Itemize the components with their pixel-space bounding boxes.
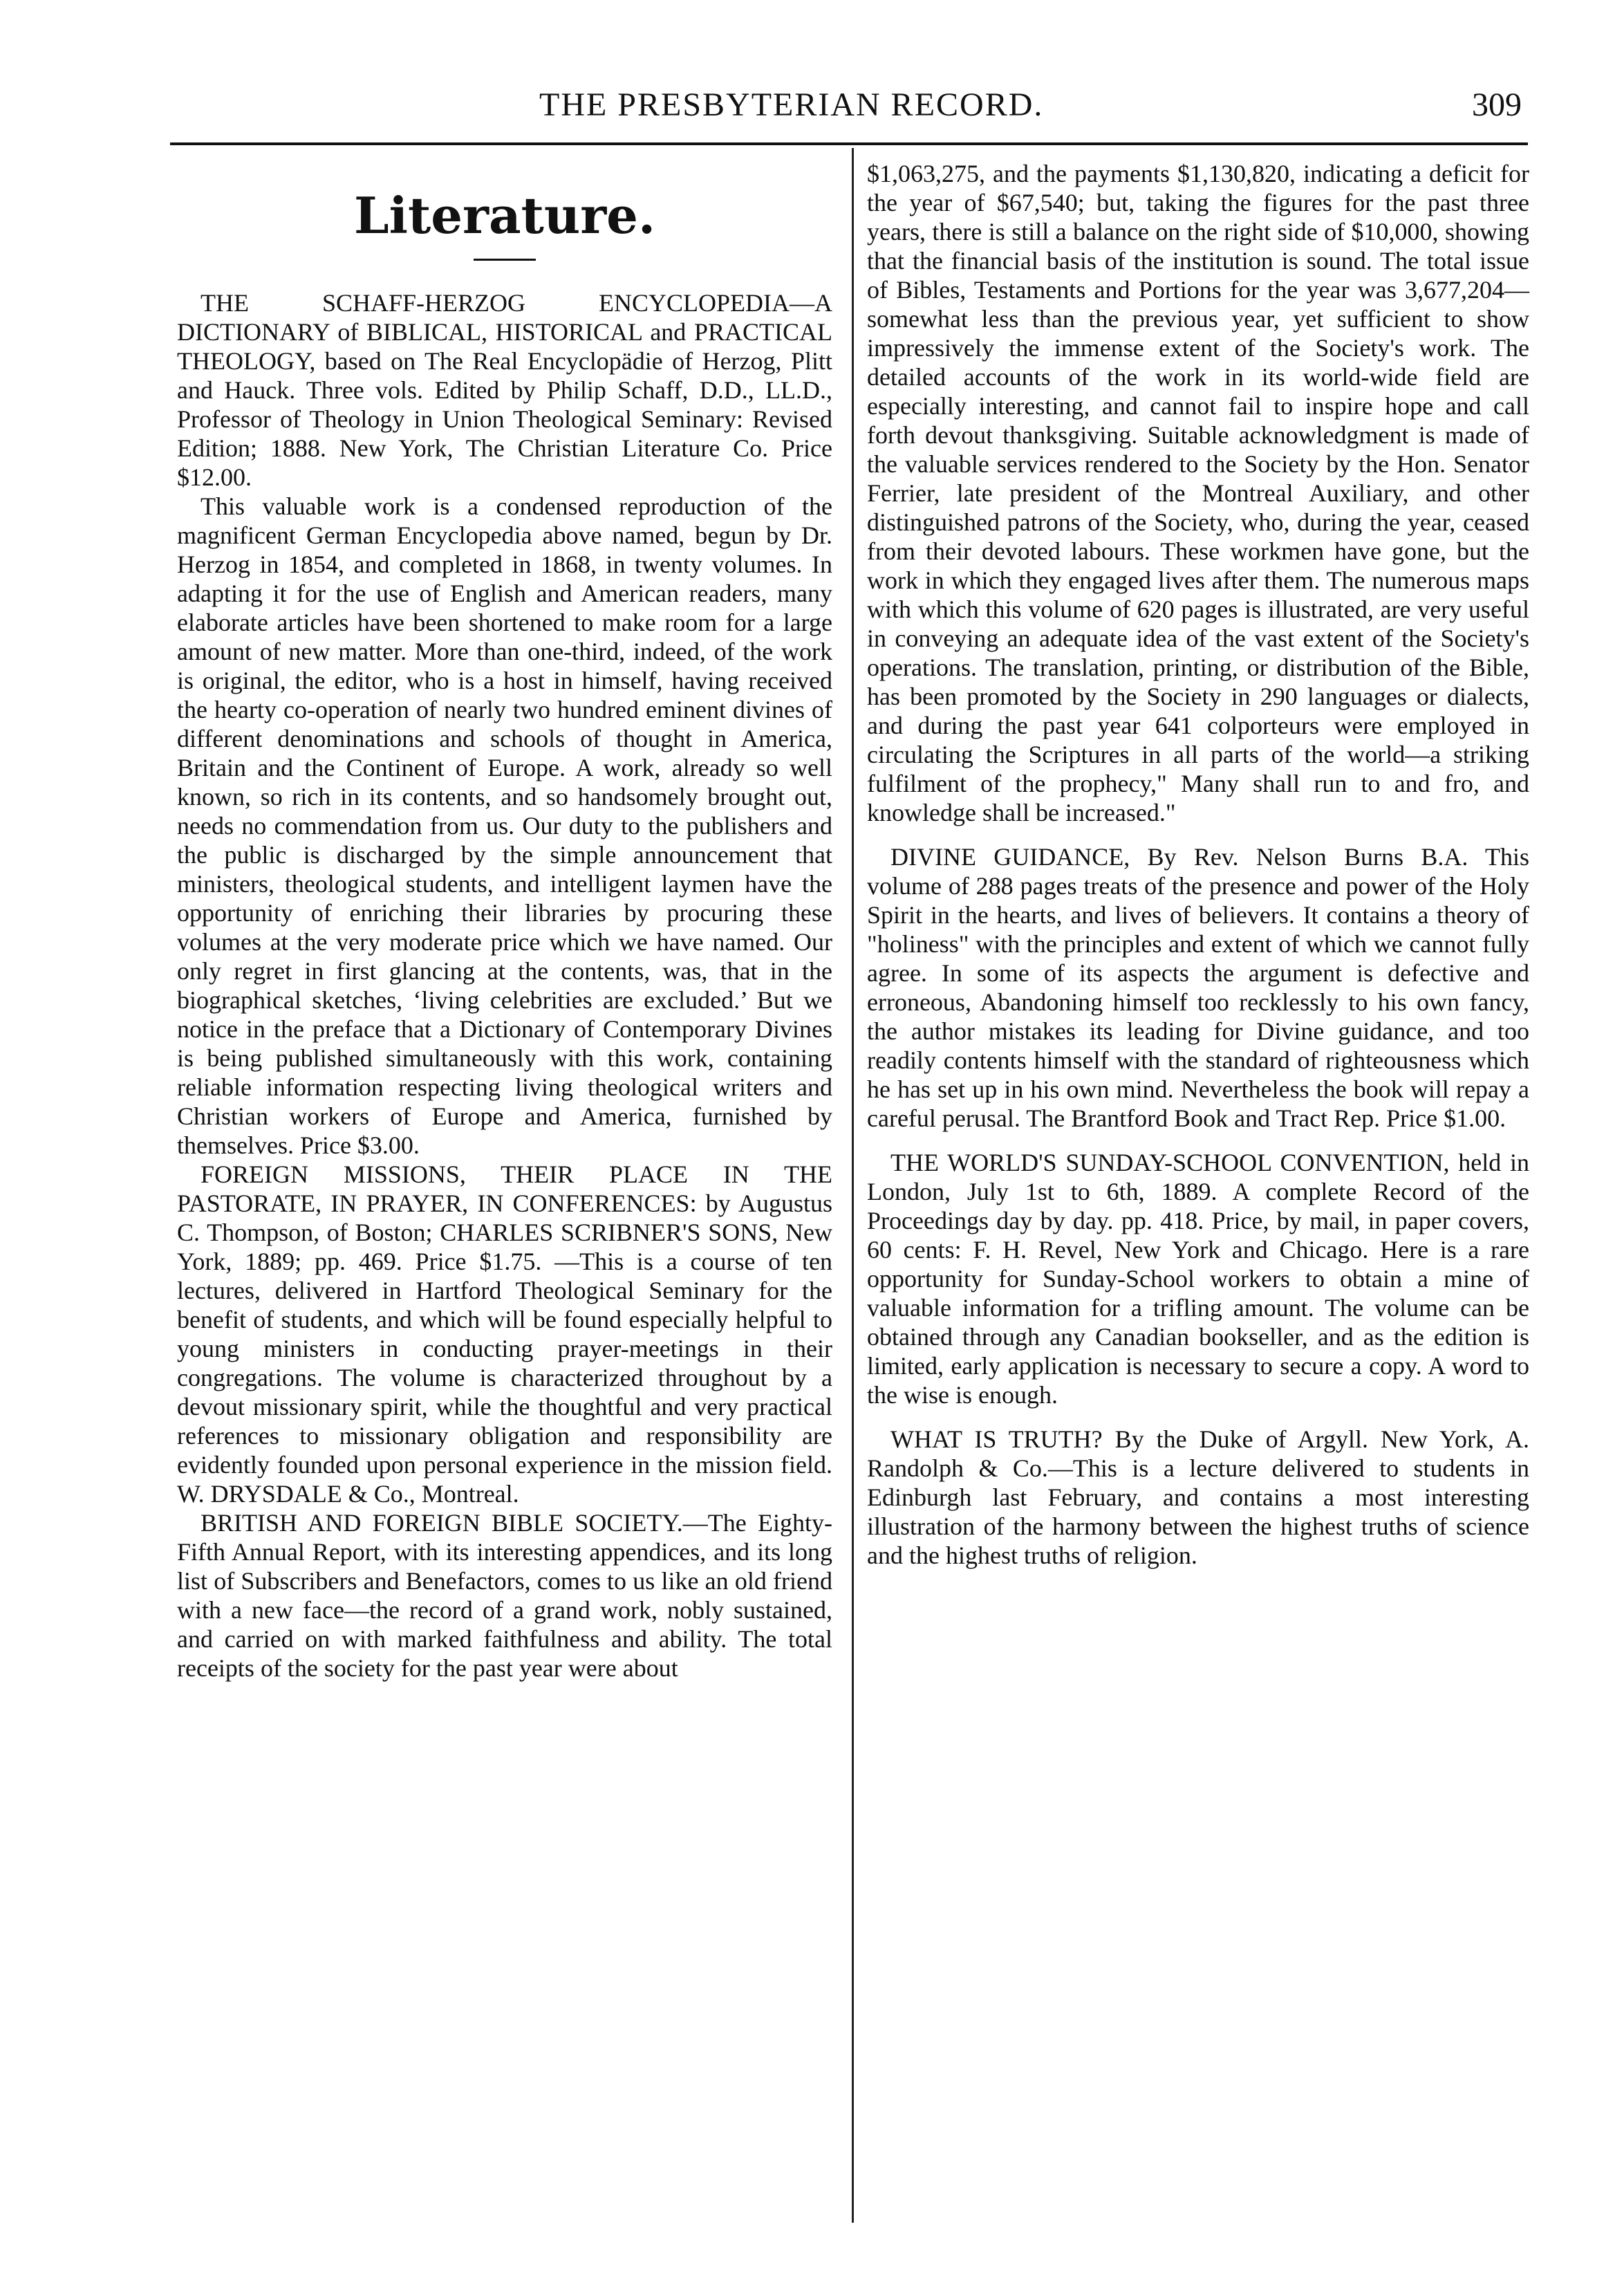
review-bible-society-start: BRITISH AND FOREIGN BIBLE SOCIETY.—The Eighty-Fifth Annual Report, with its interesting appendices, and its long list of Subscribers and Benefactors, comes to us like an old friend with a new face—the record of a grand work, nobly sustained, and carried on with marked faithfulness and ability. The total receipts of the society for the past year were about [177,1509,832,1682]
right-column [867,159,1529,1570]
paragraph-gap [867,827,1529,842]
review-sunday-school-convention: THE WORLD'S SUNDAY-SCHOOL CONVENTION, held in London, July 1st to 6th, 1889. A complete Record of the Proceedings day by day. pp. 418. Price, by mail, in paper covers, 60 cents: F. H. Revel, New York and Chicago. Here is a rare opportunity for Sunday-School workers to obtain a mine of valuable information for a trifling amount. The volume can be obtained through any Canadian bookseller, and as the edition is limited, early application is necessary to secure a copy. A word to the wise is enough. [867,1149,1529,1409]
paragraph-gap [867,1409,1529,1425]
review-what-is-truth: WHAT IS TRUTH? By the Duke of Argyll. New York, A. Randolph & Co.—This is a lecture delivered to students in Edinburgh last February, and contains a most interesting illustration of the harmony between the highest truths of science and the highest truths of religion. [867,1425,1529,1569]
title-rule [474,259,536,261]
review-schaff-herzog-body: This valuable work is a condensed reproduction of the magnificent German Encyclopedia above named, begun by Dr. Herzog in 1854, and completed in 1868, in twenty volumes. In adapting it for the use of English and American readers, many elaborate articles have been shortened to make room for a large amount of new matter. More than one-third, indeed, of the work is original, the editor, who is a host in himself, having received the hearty co-operation of nearly two hundred eminent divines of different denominations and schools of thought in America, Britain and the Continent of Europe. A work, already so well known, so rich in its contents, and so handsomely brought out, needs no commendation from us. Our duty to the publishers and the public is discharged by the simple announcement that ministers, theological students, and intelligent laymen have the opportunity of enriching their libraries by procuring these volumes at the very moderate price which we have named. Our only regret in first glancing at the contents, was, that in the biographical sketches, ‘living celebrities are excluded.’ But we notice in the preface that a Dictionary of Contemporary Divines is being published simultaneously with this work, containing reliable information respecting living theological writers and Christian workers of Europe and America, furnished by themselves. Price $3.00. [177,492,832,1159]
page-number: 309 [1472,86,1522,123]
column-divider [852,148,854,2223]
running-title: THE PRESBYTERIAN RECORD. [539,86,1044,123]
header-rule [170,142,1528,145]
review-divine-guidance: DIVINE GUIDANCE, By Rev. Nelson Burns B.A. This volume of 288 pages treats of the presence and power of the Holy Spirit in the hearts, and lives of believers. It contains a theory of "holiness" with the principles and extent of which we cannot fully agree. In some of its aspects the argument is defective and erroneous, Abandoning himself too recklessly to his own fancy, the author mistakes its leading for Divine guidance, and too readily contents himself with the standard of righteousness which he has set up in his own mind. Nevertheless the book will repay a careful perusal. The Brantford Book and Tract Rep. Price $1.00. [867,843,1529,1132]
section-title: Literature. [353,186,656,245]
paragraph-gap [867,1133,1529,1148]
review-schaff-herzog-heading: THE SCHAFF-HERZOG ENCYCLOPEDIA—A DICTIONARY of BIBLICAL, HISTORICAL and PRACTICAL THEOLOGY, based on The Real Encyclopädie of Herzog, Plitt and Hauck. Three vols. Edited by Philip Schaff, D.D., LL.D., Professor of Theology in Union Theological Seminary: Revised Edition; 1888. New York, The Christian Literature Co. Price $12.00. [177,289,832,491]
left-column [177,159,832,1683]
review-foreign-missions: FOREIGN MISSIONS, THEIR PLACE IN THE PASTORATE, IN PRAYER, IN CONFERENCES: by Augustus C. Thompson, of Boston; CHARLES SCRIBNER'S SONS, New York, 1889; pp. 469. Price $1.75. —This is a course of ten lectures, delivered in Hartford Theological Seminary for the benefit of students, and which will be found especially helpful to young ministers in conducting prayer-meetings in their congregations. The volume is characterized throughout by a devout missionary spirit, while the thoughtful and very practical references to missionary obligation and responsibility are evidently founded upon personal experience in the mission field. W. DRYSDALE & Co., Montreal. [177,1160,832,1508]
review-bible-society-continued: $1,063,275, and the payments $1,130,820, indicating a deficit for the year of $67,540; but, taking the figures for the past three years, there is still a balance on the right side of $10,000, showing that the financial basis of the institution is sound. The total issue of Bibles, Testaments and Portions for the year was 3,677,204—somewhat less than the previous year, yet sufficient to show impressively the immense extent of the Society's work. The detailed accounts of the work in its world-wide field are especially interesting, and cannot fail to inspire hope and call forth devout thanksgiving. Suitable acknowledgment is made of the valuable services rendered to the Society by the Hon. Senator Ferrier, late president of the Montreal Auxiliary, and other distinguished patrons of the Society, who, during the year, ceased from their devoted labours. These workmen have gone, but the work in which they engaged lives after them. The numerous maps with which this volume of 620 pages is illustrated, are very useful in conveying an adequate idea of the vast extent of the Society's operations. The translation, printing, or distribution of the Bible, has been promoted by the Society in 290 languages or dialects, and during the past year 641 colporteurs were employed in circulating the Scriptures in all parts of the world—a striking fulfilment of the prophecy," Many shall run to and fro, and knowledge shall be increased." [867,160,1529,826]
